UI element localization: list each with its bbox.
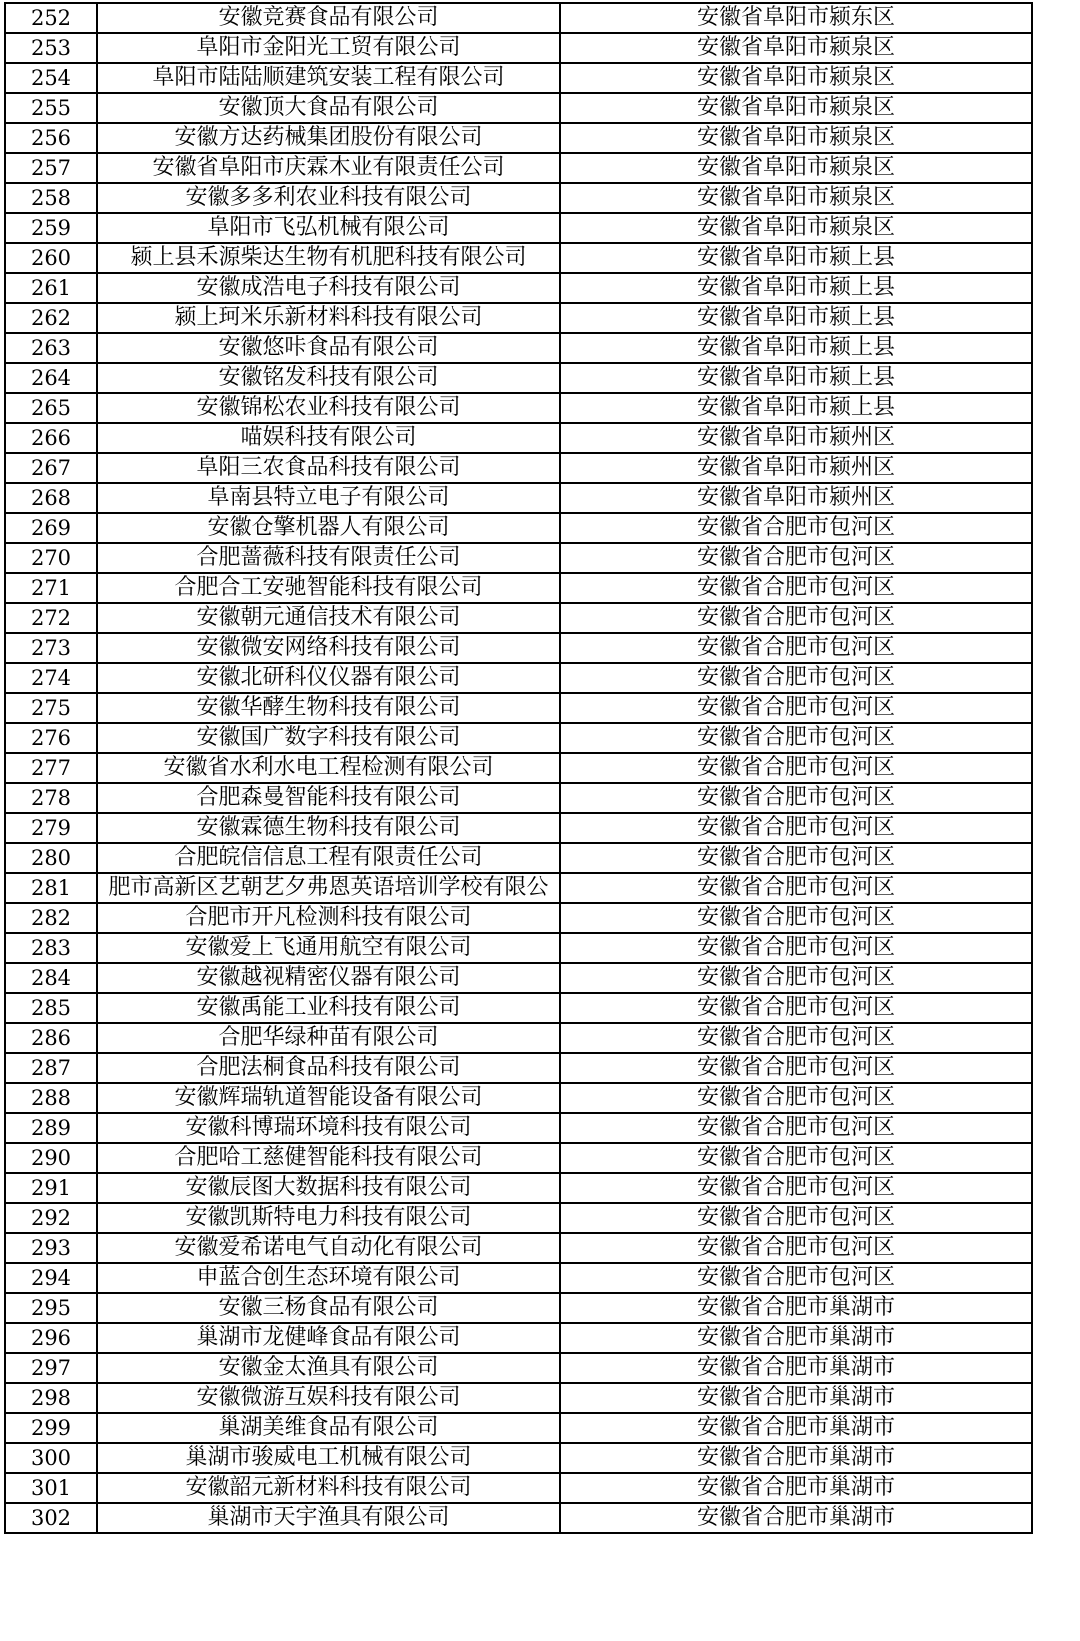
- region-cell: 安徽省合肥市包河区: [560, 603, 1032, 633]
- company-list-document: [4, 2, 1031, 1534]
- company-name-cell: 安徽国广数字科技有限公司: [97, 723, 560, 753]
- row-number-cell: 274: [5, 663, 97, 693]
- company-name-cell: 安徽锦松农业科技有限公司: [97, 393, 560, 423]
- company-table: [4, 2, 1033, 1534]
- table-row: [5, 933, 1032, 963]
- region-cell: 安徽省合肥市包河区: [560, 1083, 1032, 1113]
- table-row: [5, 1053, 1032, 1083]
- company-name-cell: 阜阳市飞弘机械有限公司: [97, 213, 560, 243]
- row-number-cell: 287: [5, 1053, 97, 1083]
- row-number-cell: 257: [5, 153, 97, 183]
- row-number-cell: 270: [5, 543, 97, 573]
- row-number-cell: 264: [5, 363, 97, 393]
- company-name-cell: 安徽顶大食品有限公司: [97, 93, 560, 123]
- company-name-cell: 颍上县禾源柴达生物有机肥科技有限公司: [97, 243, 560, 273]
- table-row: [5, 153, 1032, 183]
- company-name-cell: 阜阳三农食品科技有限公司: [97, 453, 560, 483]
- row-number-cell: 282: [5, 903, 97, 933]
- row-number-cell: 276: [5, 723, 97, 753]
- table-row: [5, 513, 1032, 543]
- row-number-cell: 267: [5, 453, 97, 483]
- region-cell: 安徽省合肥市包河区: [560, 1263, 1032, 1293]
- table-row: [5, 1263, 1032, 1293]
- row-number-cell: 290: [5, 1143, 97, 1173]
- row-number-cell: 261: [5, 273, 97, 303]
- region-cell: 安徽省阜阳市颍上县: [560, 363, 1032, 393]
- table-row: [5, 333, 1032, 363]
- table-row: [5, 843, 1032, 873]
- company-name-cell: 安徽三杨食品有限公司: [97, 1293, 560, 1323]
- company-name-cell: 安徽霖德生物科技有限公司: [97, 813, 560, 843]
- table-row: [5, 273, 1032, 303]
- region-cell: 安徽省阜阳市颍泉区: [560, 33, 1032, 63]
- region-cell: 安徽省阜阳市颍泉区: [560, 213, 1032, 243]
- region-cell: 安徽省阜阳市颍泉区: [560, 153, 1032, 183]
- table-row: [5, 873, 1032, 903]
- region-cell: 安徽省合肥市包河区: [560, 873, 1032, 903]
- table-row: [5, 393, 1032, 423]
- company-name-cell: 合肥合工安驰智能科技有限公司: [97, 573, 560, 603]
- table-row: [5, 1323, 1032, 1353]
- company-name-cell: 安徽科博瑞环境科技有限公司: [97, 1113, 560, 1143]
- row-number-cell: 277: [5, 753, 97, 783]
- row-number-cell: 302: [5, 1503, 97, 1533]
- company-name-cell: 安徽仓擎机器人有限公司: [97, 513, 560, 543]
- company-name-cell: 巢湖市天宇渔具有限公司: [97, 1503, 560, 1533]
- company-name-cell: 安徽竞赛食品有限公司: [97, 3, 560, 33]
- table-row: [5, 93, 1032, 123]
- table-row: [5, 753, 1032, 783]
- region-cell: 安徽省阜阳市颍州区: [560, 483, 1032, 513]
- table-row: [5, 363, 1032, 393]
- region-cell: 安徽省合肥市包河区: [560, 903, 1032, 933]
- table-row: [5, 573, 1032, 603]
- region-cell: 安徽省合肥市包河区: [560, 1023, 1032, 1053]
- table-row: [5, 603, 1032, 633]
- region-cell: 安徽省合肥市包河区: [560, 993, 1032, 1023]
- region-cell: 安徽省合肥市巢湖市: [560, 1503, 1032, 1533]
- region-cell: 安徽省合肥市包河区: [560, 1143, 1032, 1173]
- company-name-cell: 合肥蔷薇科技有限责任公司: [97, 543, 560, 573]
- table-row: [5, 1023, 1032, 1053]
- table-row: [5, 483, 1032, 513]
- region-cell: 安徽省合肥市包河区: [560, 963, 1032, 993]
- region-cell: 安徽省阜阳市颍上县: [560, 273, 1032, 303]
- table-row: [5, 1083, 1032, 1113]
- row-number-cell: 285: [5, 993, 97, 1023]
- company-name-cell: 安徽省阜阳市庆霖木业有限责任公司: [97, 153, 560, 183]
- table-row: [5, 723, 1032, 753]
- row-number-cell: 296: [5, 1323, 97, 1353]
- row-number-cell: 268: [5, 483, 97, 513]
- row-number-cell: 298: [5, 1383, 97, 1413]
- table-row: [5, 3, 1032, 33]
- region-cell: 安徽省合肥市包河区: [560, 1173, 1032, 1203]
- table-row: [5, 1233, 1032, 1263]
- region-cell: 安徽省阜阳市颍泉区: [560, 123, 1032, 153]
- row-number-cell: 299: [5, 1413, 97, 1443]
- region-cell: 安徽省合肥市巢湖市: [560, 1413, 1032, 1443]
- region-cell: 安徽省阜阳市颍泉区: [560, 93, 1032, 123]
- region-cell: 安徽省合肥市包河区: [560, 933, 1032, 963]
- row-number-cell: 289: [5, 1113, 97, 1143]
- table-row: [5, 693, 1032, 723]
- table-row: [5, 813, 1032, 843]
- table-row: [5, 1143, 1032, 1173]
- region-cell: 安徽省合肥市巢湖市: [560, 1383, 1032, 1413]
- row-number-cell: 265: [5, 393, 97, 423]
- table-row: [5, 1443, 1032, 1473]
- company-name-cell: 申蓝合创生态环境有限公司: [97, 1263, 560, 1293]
- row-number-cell: 301: [5, 1473, 97, 1503]
- table-row: [5, 423, 1032, 453]
- table-row: [5, 303, 1032, 333]
- row-number-cell: 263: [5, 333, 97, 363]
- row-number-cell: 275: [5, 693, 97, 723]
- region-cell: 安徽省合肥市包河区: [560, 1233, 1032, 1263]
- company-name-cell: 合肥市开凡检测科技有限公司: [97, 903, 560, 933]
- company-name-cell: 颍上珂米乐新材料科技有限公司: [97, 303, 560, 333]
- table-row: [5, 993, 1032, 1023]
- row-number-cell: 284: [5, 963, 97, 993]
- region-cell: 安徽省合肥市包河区: [560, 663, 1032, 693]
- region-cell: 安徽省合肥市包河区: [560, 1053, 1032, 1083]
- region-cell: 安徽省合肥市巢湖市: [560, 1443, 1032, 1473]
- row-number-cell: 286: [5, 1023, 97, 1053]
- region-cell: 安徽省合肥市包河区: [560, 633, 1032, 663]
- row-number-cell: 260: [5, 243, 97, 273]
- company-name-cell: 安徽凯斯特电力科技有限公司: [97, 1203, 560, 1233]
- company-name-cell: 安徽省水利水电工程检测有限公司: [97, 753, 560, 783]
- region-cell: 安徽省合肥市包河区: [560, 513, 1032, 543]
- company-name-cell: 安徽方达药械集团股份有限公司: [97, 123, 560, 153]
- row-number-cell: 258: [5, 183, 97, 213]
- table-row: [5, 1203, 1032, 1233]
- table-row: [5, 783, 1032, 813]
- company-name-cell: 阜阳市陆陆顺建筑安装工程有限公司: [97, 63, 560, 93]
- company-name-cell: 巢湖美维食品有限公司: [97, 1413, 560, 1443]
- region-cell: 安徽省合肥市包河区: [560, 753, 1032, 783]
- company-name-cell: 安徽越视精密仪器有限公司: [97, 963, 560, 993]
- row-number-cell: 281: [5, 873, 97, 903]
- table-row: [5, 1383, 1032, 1413]
- table-body: [5, 3, 1032, 1533]
- region-cell: 安徽省合肥市包河区: [560, 723, 1032, 753]
- company-name-cell: 安徽爱希诺电气自动化有限公司: [97, 1233, 560, 1263]
- row-number-cell: 280: [5, 843, 97, 873]
- row-number-cell: 295: [5, 1293, 97, 1323]
- region-cell: 安徽省阜阳市颍上县: [560, 303, 1032, 333]
- region-cell: 安徽省合肥市包河区: [560, 1203, 1032, 1233]
- region-cell: 安徽省阜阳市颍上县: [560, 333, 1032, 363]
- row-number-cell: 255: [5, 93, 97, 123]
- table-row: [5, 543, 1032, 573]
- company-name-cell: 安徽金太渔具有限公司: [97, 1353, 560, 1383]
- company-name-cell: 安徽辉瑞轨道智能设备有限公司: [97, 1083, 560, 1113]
- row-number-cell: 294: [5, 1263, 97, 1293]
- row-number-cell: 259: [5, 213, 97, 243]
- company-name-cell: 阜南县特立电子有限公司: [97, 483, 560, 513]
- table-row: [5, 213, 1032, 243]
- table-row: [5, 1473, 1032, 1503]
- table-row: [5, 663, 1032, 693]
- company-name-cell: 安徽朝元通信技术有限公司: [97, 603, 560, 633]
- region-cell: 安徽省合肥市包河区: [560, 783, 1032, 813]
- region-cell: 安徽省合肥市巢湖市: [560, 1473, 1032, 1503]
- region-cell: 安徽省阜阳市颍东区: [560, 3, 1032, 33]
- row-number-cell: 292: [5, 1203, 97, 1233]
- company-name-cell: 安徽禹能工业科技有限公司: [97, 993, 560, 1023]
- company-name-cell: 安徽韶元新材料科技有限公司: [97, 1473, 560, 1503]
- table-row: [5, 903, 1032, 933]
- region-cell: 安徽省阜阳市颍泉区: [560, 183, 1032, 213]
- company-name-cell: 安徽多多利农业科技有限公司: [97, 183, 560, 213]
- region-cell: 安徽省阜阳市颍州区: [560, 453, 1032, 483]
- table-row: [5, 1503, 1032, 1533]
- row-number-cell: 297: [5, 1353, 97, 1383]
- region-cell: 安徽省阜阳市颍泉区: [560, 63, 1032, 93]
- region-cell: 安徽省阜阳市颍上县: [560, 243, 1032, 273]
- table-row: [5, 963, 1032, 993]
- company-name-cell: 肥市高新区艺朝艺夕弗恩英语培训学校有限公: [97, 873, 560, 903]
- table-row: [5, 63, 1032, 93]
- region-cell: 安徽省合肥市巢湖市: [560, 1293, 1032, 1323]
- company-name-cell: 合肥森曼智能科技有限公司: [97, 783, 560, 813]
- row-number-cell: 254: [5, 63, 97, 93]
- row-number-cell: 279: [5, 813, 97, 843]
- company-name-cell: 安徽爱上飞通用航空有限公司: [97, 933, 560, 963]
- table-row: [5, 1353, 1032, 1383]
- table-row: [5, 123, 1032, 153]
- table-row: [5, 1413, 1032, 1443]
- table-row: [5, 33, 1032, 63]
- row-number-cell: 278: [5, 783, 97, 813]
- table-row: [5, 1113, 1032, 1143]
- row-number-cell: 252: [5, 3, 97, 33]
- company-name-cell: 安徽辰图大数据科技有限公司: [97, 1173, 560, 1203]
- company-name-cell: 安徽微游互娱科技有限公司: [97, 1383, 560, 1413]
- region-cell: 安徽省合肥市包河区: [560, 1113, 1032, 1143]
- row-number-cell: 293: [5, 1233, 97, 1263]
- region-cell: 安徽省合肥市巢湖市: [560, 1353, 1032, 1383]
- company-name-cell: 安徽铭发科技有限公司: [97, 363, 560, 393]
- row-number-cell: 266: [5, 423, 97, 453]
- company-name-cell: 安徽悠咔食品有限公司: [97, 333, 560, 363]
- row-number-cell: 288: [5, 1083, 97, 1113]
- company-name-cell: 合肥华绿种苗有限公司: [97, 1023, 560, 1053]
- company-name-cell: 阜阳市金阳光工贸有限公司: [97, 33, 560, 63]
- row-number-cell: 271: [5, 573, 97, 603]
- company-name-cell: 巢湖市龙健峰食品有限公司: [97, 1323, 560, 1353]
- region-cell: 安徽省合肥市包河区: [560, 693, 1032, 723]
- region-cell: 安徽省合肥市巢湖市: [560, 1323, 1032, 1353]
- row-number-cell: 283: [5, 933, 97, 963]
- region-cell: 安徽省合肥市包河区: [560, 813, 1032, 843]
- region-cell: 安徽省合肥市包河区: [560, 843, 1032, 873]
- row-number-cell: 253: [5, 33, 97, 63]
- row-number-cell: 272: [5, 603, 97, 633]
- region-cell: 安徽省合肥市包河区: [560, 573, 1032, 603]
- table-row: [5, 183, 1032, 213]
- table-row: [5, 243, 1032, 273]
- company-name-cell: 巢湖市骏威电工机械有限公司: [97, 1443, 560, 1473]
- region-cell: 安徽省阜阳市颍州区: [560, 423, 1032, 453]
- row-number-cell: 256: [5, 123, 97, 153]
- company-name-cell: 合肥法桐食品科技有限公司: [97, 1053, 560, 1083]
- company-name-cell: 合肥哈工慈健智能科技有限公司: [97, 1143, 560, 1173]
- row-number-cell: 273: [5, 633, 97, 663]
- region-cell: 安徽省阜阳市颍上县: [560, 393, 1032, 423]
- region-cell: 安徽省合肥市包河区: [560, 543, 1032, 573]
- row-number-cell: 291: [5, 1173, 97, 1203]
- company-name-cell: 安徽成浩电子科技有限公司: [97, 273, 560, 303]
- company-name-cell: 安徽北研科仪仪器有限公司: [97, 663, 560, 693]
- table-row: [5, 1293, 1032, 1323]
- row-number-cell: 262: [5, 303, 97, 333]
- company-name-cell: 合肥皖信信息工程有限责任公司: [97, 843, 560, 873]
- table-row: [5, 1173, 1032, 1203]
- table-row: [5, 633, 1032, 663]
- company-name-cell: 安徽华酵生物科技有限公司: [97, 693, 560, 723]
- company-name-cell: 安徽微安网络科技有限公司: [97, 633, 560, 663]
- row-number-cell: 269: [5, 513, 97, 543]
- row-number-cell: 300: [5, 1443, 97, 1473]
- company-name-cell: 喵娱科技有限公司: [97, 423, 560, 453]
- table-row: [5, 453, 1032, 483]
